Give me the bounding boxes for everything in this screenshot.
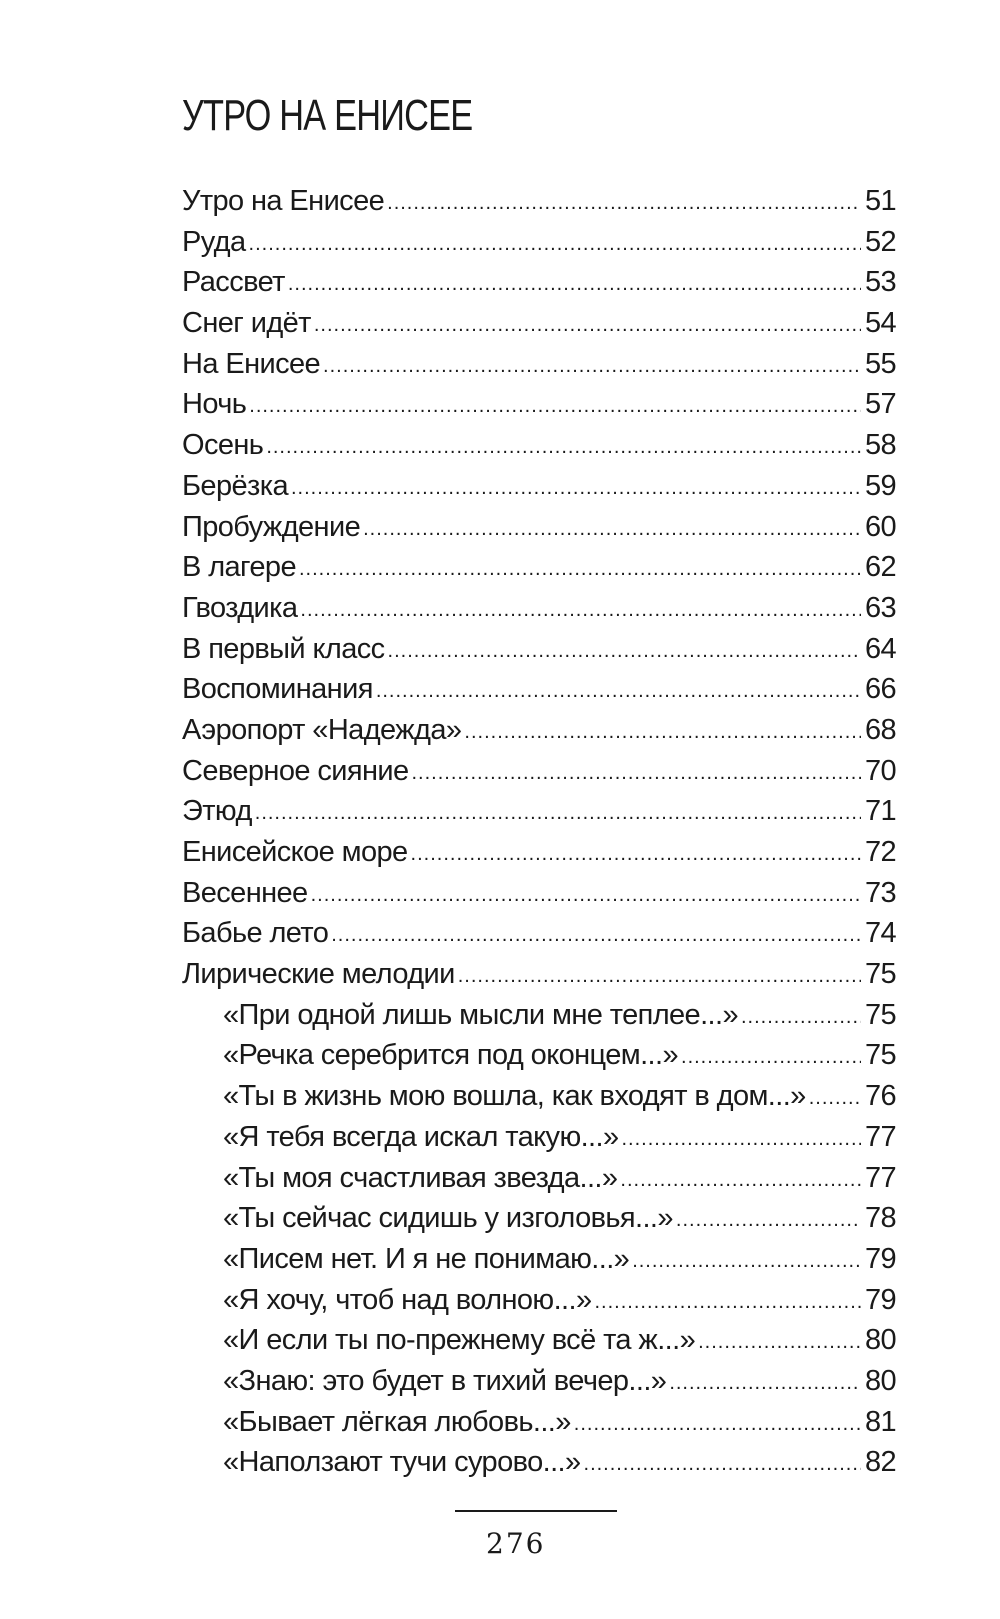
toc-entry-title: Северное сияние (182, 754, 409, 787)
toc-entry (182, 791, 896, 832)
toc-entry-page: 52 (864, 225, 896, 258)
toc-entry-page: 71 (864, 795, 896, 828)
toc-entry (182, 1361, 896, 1402)
dot-leader (411, 753, 861, 794)
toc-entry (182, 669, 896, 710)
toc-entry (182, 710, 896, 751)
toc-entry-page: 60 (864, 510, 896, 543)
toc-entry-page: 54 (864, 307, 896, 340)
toc-entry (182, 181, 896, 222)
toc-entry-page: 80 (864, 1364, 896, 1397)
toc-entry (182, 303, 896, 344)
toc-entry (182, 873, 896, 914)
toc-entry-page: 64 (864, 632, 896, 665)
toc-entry-title: На Енисее (182, 347, 321, 380)
dot-leader (300, 590, 861, 631)
toc-entry-title: Берёзка (182, 469, 288, 502)
toc-entry-page: 79 (864, 1242, 896, 1275)
toc-entry (182, 1117, 896, 1158)
toc-entry (182, 1280, 896, 1321)
dot-leader (288, 264, 861, 305)
toc-entry-page: 82 (864, 1446, 896, 1479)
toc-entry (182, 1158, 896, 1199)
toc-entry-title: Гвоздика (182, 591, 298, 624)
toc-entry (182, 1320, 896, 1361)
toc-entry-page: 75 (864, 1039, 896, 1072)
dot-leader (363, 509, 861, 550)
dot-leader (266, 427, 861, 468)
toc-entry-title: «Наползают тучи сурово...» (223, 1446, 581, 1479)
toc-entry-title: Утро на Енисее (182, 185, 385, 217)
toc-entry (182, 995, 896, 1036)
toc-entry-title: Снег идёт (182, 307, 311, 340)
toc-entry-title: Ночь (182, 388, 247, 421)
toc-entry-page: 81 (864, 1405, 896, 1438)
toc-entry-title: «Речка серебрится под оконцем...» (223, 1039, 679, 1072)
dot-leader (249, 386, 861, 427)
toc-entry-page: 76 (864, 1080, 896, 1113)
toc-entry-page: 74 (864, 917, 896, 950)
toc-entry (182, 466, 896, 507)
toc-entry-page: 66 (864, 673, 896, 706)
dot-leader (376, 671, 861, 712)
table-of-contents (182, 181, 896, 1483)
toc-entry (182, 507, 896, 548)
dot-leader (299, 549, 861, 590)
toc-entry-page: 75 (864, 958, 896, 991)
toc-entry (182, 1442, 896, 1483)
toc-entry-title: Рассвет (182, 266, 285, 299)
toc-entry-title: «Писем нет. И я не понимаю...» (223, 1242, 630, 1275)
dot-leader (620, 1160, 861, 1201)
dot-leader (632, 1241, 861, 1282)
dot-leader (411, 834, 861, 875)
toc-entry-title: «Ты сейчас сидишь у изголовья...» (223, 1202, 673, 1235)
toc-entry-page: 77 (864, 1120, 896, 1153)
toc-entry-title: Руда (182, 225, 246, 258)
toc-entry-page: 68 (864, 713, 896, 746)
dot-leader (291, 468, 861, 509)
toc-entry-page: 57 (864, 388, 896, 421)
toc-entry-title: «И если ты по-прежнему всё та ж...» (223, 1324, 696, 1357)
toc-entry-title: «При одной лишь мысли мне теплее...» (223, 998, 738, 1031)
toc-entry (182, 425, 896, 466)
toc-entry-title: Весеннее (182, 876, 308, 909)
dot-leader (323, 346, 861, 387)
dot-leader (622, 1119, 862, 1160)
dot-leader (249, 224, 861, 265)
toc-entry (182, 1076, 896, 1117)
toc-entry-title: Лирические мелодии (182, 958, 455, 991)
toc-entry-title: Этюд (182, 795, 252, 828)
toc-entry (182, 547, 896, 588)
toc-entry-title: «Ты в жизнь мою вошла, как входят в дом...» (223, 1080, 806, 1113)
dot-leader (387, 183, 861, 224)
toc-entry (182, 1035, 896, 1076)
section-title: УТРО НА ЕНИСЕЕ (182, 91, 473, 140)
page-number: 276 (486, 1527, 546, 1560)
toc-entry-page: 78 (864, 1202, 896, 1235)
toc-entry (182, 629, 896, 670)
toc-entry-title: Пробуждение (182, 510, 361, 543)
toc-entry-title: Осень (182, 429, 264, 462)
toc-entry-title: Воспоминания (182, 673, 373, 706)
toc-entry-title: «Я хочу, чтоб над волною...» (223, 1283, 592, 1316)
dot-leader (676, 1200, 861, 1241)
toc-entry (182, 832, 896, 873)
toc-entry-page: 70 (864, 754, 896, 787)
toc-entry-title: «Знаю: это будет в тихий вечер...» (223, 1364, 667, 1397)
toc-entry (182, 1402, 896, 1443)
toc-entry-title: «Ты моя счастливая звезда...» (223, 1161, 618, 1194)
toc-entry (182, 1198, 896, 1239)
dot-leader (574, 1404, 861, 1445)
toc-entry-page: 80 (864, 1324, 896, 1357)
dot-leader (331, 915, 861, 956)
toc-entry-page: 62 (864, 551, 896, 584)
toc-entry-page: 51 (864, 185, 896, 217)
toc-entry-title: Бабье лето (182, 917, 329, 950)
toc-entry-page: 77 (864, 1161, 896, 1194)
toc-entry-page: 55 (864, 347, 896, 380)
dot-leader (314, 305, 861, 346)
toc-entry-page: 58 (864, 429, 896, 462)
toc-entry-page: 63 (864, 591, 896, 624)
dot-leader (464, 712, 861, 753)
toc-entry (182, 954, 896, 995)
toc-entry-page: 53 (864, 266, 896, 299)
dot-leader (669, 1363, 861, 1404)
toc-entry (182, 262, 896, 303)
toc-entry (182, 1239, 896, 1280)
toc-entry (182, 588, 896, 629)
dot-leader (741, 997, 861, 1038)
toc-entry-page: 79 (864, 1283, 896, 1316)
toc-entry (182, 222, 896, 263)
dot-leader (584, 1444, 861, 1485)
toc-entry (182, 384, 896, 425)
toc-entry-page: 75 (864, 998, 896, 1031)
toc-entry (182, 751, 896, 792)
toc-entry-title: В первый класс (182, 632, 385, 665)
toc-entry (182, 344, 896, 385)
toc-entry-page: 73 (864, 876, 896, 909)
dot-leader (311, 875, 861, 916)
toc-entry-page: 72 (864, 836, 896, 868)
toc-entry-title: Енисейское море (182, 836, 408, 868)
dot-leader (698, 1322, 861, 1363)
toc-entry-page: 59 (864, 469, 896, 502)
toc-entry-title: «Я тебя всегда искал такую...» (223, 1120, 619, 1153)
dot-leader (594, 1282, 861, 1323)
dot-leader (255, 793, 861, 834)
dot-leader (458, 956, 861, 997)
toc-entry (182, 913, 896, 954)
dot-leader (681, 1037, 861, 1078)
toc-entry-title: В лагере (182, 551, 296, 584)
dot-leader (809, 1078, 861, 1119)
toc-entry-title: «Бывает лёгкая любовь...» (223, 1405, 571, 1438)
footer-rule (455, 1510, 617, 1512)
toc-entry-title: Аэропорт «Надежда» (182, 713, 462, 746)
dot-leader (388, 631, 861, 672)
